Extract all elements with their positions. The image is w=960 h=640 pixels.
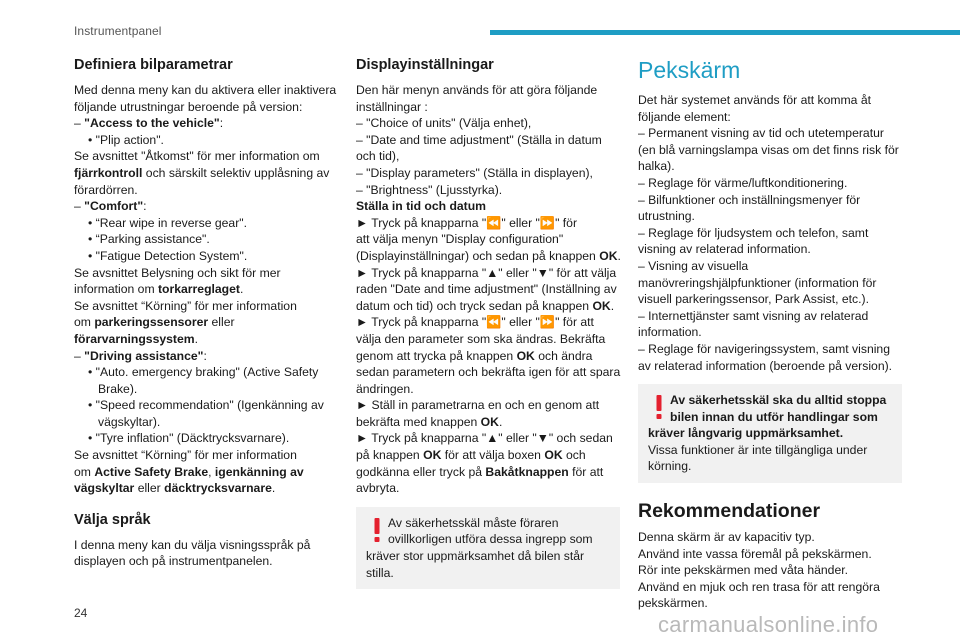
fast-forward-icon: ⏩ <box>539 315 556 330</box>
text-span: information om <box>74 282 158 297</box>
text-span: " för <box>555 215 577 230</box>
step-line <box>356 314 620 331</box>
text-line <box>356 414 620 431</box>
text-span: . <box>239 282 244 297</box>
list-item-comfort <box>74 198 336 215</box>
text-line: displayen och på instrumentpanelen. <box>74 554 273 569</box>
warning-exclamation-icon <box>653 394 665 420</box>
subheading-set-time-date <box>356 198 620 215</box>
list-dash: – <box>74 116 85 131</box>
text-span: och <box>562 448 586 463</box>
list-item-cont: (en blå varningslampa visas om det finns risk för <box>638 142 899 157</box>
bullet-item: • “Rear wipe in reverse gear". <box>88 215 247 230</box>
fast-forward-icon: ⏩ <box>539 215 556 230</box>
text-line: inställningar : <box>356 99 428 114</box>
menu-label: "Driving assistance" <box>84 348 204 363</box>
list-item: – Visning av visuella <box>638 258 749 273</box>
step-line <box>356 265 620 282</box>
text-line <box>356 248 620 265</box>
step-line <box>356 430 620 447</box>
text-span: bekräfta med knappen <box>356 414 481 429</box>
text-line: I denna meny kan du välja visningsspråk på <box>74 537 311 552</box>
text-span: " eller " <box>501 215 540 230</box>
list-item: – Bilfunktioner och inställningsmenyer för <box>638 192 861 207</box>
bullet-item: • "Tyre inflation" (Däcktrycksvarnare). <box>88 431 290 446</box>
warning-text-line: ovillkorligen utföra dessa ingrepp som <box>388 532 593 547</box>
bullet-item: • "Auto. emergency braking" (Active Safety <box>88 365 319 380</box>
safety-warning-box <box>638 384 902 483</box>
bullet-item: • "Speed recommendation" (Igenkänning av <box>88 398 324 413</box>
warning-text-line: Av säkerhetsskäl måste föraren <box>388 515 559 530</box>
text-line <box>74 331 336 348</box>
text-span: " eller " <box>498 265 537 280</box>
list-item-cont: halka). <box>638 159 675 174</box>
list-item: – "Choice of units" (Välja enhet), <box>356 116 532 131</box>
text-line: Den här menyn används för att göra följande <box>356 83 598 97</box>
text-span: . <box>194 331 198 346</box>
warning-bold: kräver långvarig uppmärksamhet. <box>648 426 844 441</box>
text-line: följande utrustningar beroende på version: <box>74 99 303 114</box>
text-line: Se avsnittet "Åtkomst" för mer information om <box>74 149 320 164</box>
list-item-driving <box>74 348 336 365</box>
text-span: (Displayinställningar) och sedan på knappen <box>356 248 600 263</box>
arrow-bullet-icon: ► <box>356 398 372 413</box>
text-line: Se avsnittet Belysning och sikt för mer <box>74 265 281 280</box>
list-item: – Reglage för värme/luftkonditionering. <box>638 175 848 190</box>
bullet-item: • “Parking assistance". <box>88 232 210 247</box>
bold-term: OK <box>544 448 563 463</box>
text-span: genom att trycka på knappen <box>356 348 517 363</box>
warning-text-line: Vissa funktioner är inte tillgängliga under <box>648 442 868 457</box>
running-header: Instrumentpanel <box>74 24 162 38</box>
list-item: – Reglage för ljudsystem och telefon, samt <box>638 225 869 240</box>
text-line <box>74 281 336 298</box>
rewind-icon: ⏪ <box>486 215 502 230</box>
list-item: – "Brightness" (Ljusstyrka). <box>356 182 503 197</box>
text-span: " och sedan <box>548 431 613 446</box>
text-span: . <box>498 414 503 429</box>
header-accent-bar <box>490 30 960 35</box>
column-touchscreen <box>638 56 902 612</box>
text-line: följande element: <box>638 109 731 124</box>
list-item-cont: manövreringshjälpfunktioner (information för <box>638 275 877 290</box>
text-span: . <box>271 481 276 496</box>
up-arrow-icon: ▲ <box>486 431 499 446</box>
text-span: Tryck på knapparna " <box>371 265 487 280</box>
bold-term: OK <box>423 448 442 463</box>
text-line: förardörren. <box>74 182 138 197</box>
list-item-cont: och tid), <box>356 149 400 164</box>
text-line: ändringen. <box>356 381 414 396</box>
list-item-cont: visuell parkeringssensor, Park Assist, etc.). <box>638 292 869 307</box>
warning-text-line <box>648 425 892 442</box>
text-line <box>356 464 620 481</box>
list-item: – "Date and time adjustment" (Ställa in datum <box>356 132 602 147</box>
arrow-bullet-icon: ► <box>356 315 372 330</box>
list-dash: – <box>74 348 85 363</box>
text-line: raden "Date and time adjustment" (Inställning av <box>356 282 617 297</box>
text-line: avbryta. <box>356 481 400 496</box>
text-span: " eller " <box>501 315 540 330</box>
text-line: Denna skärm är av kapacitiv typ. <box>638 530 815 545</box>
text-line: Rör inte pekskärmen med våta händer. <box>638 563 849 578</box>
text-span: Tryck på knapparna " <box>371 315 487 330</box>
list-item-cont: av relaterad information (beroende på version). <box>638 358 893 373</box>
text-line: Det här systemet används för att komma åt <box>638 93 872 107</box>
text-span: eller <box>208 315 235 330</box>
list-item-access <box>74 115 336 132</box>
warning-text-line: körning. <box>648 459 692 474</box>
text-line <box>356 348 620 365</box>
list-item-cont: visning av relaterad information. <box>638 242 811 257</box>
heading-select-language: Välja språk <box>74 511 151 528</box>
warning-bold: bilen innan du utför handlingar som <box>670 409 878 424</box>
list-item: – Reglage för navigeringssystem, samt visning <box>638 341 890 356</box>
text-span: Ställ in parametrarna en och en genom att <box>371 398 600 413</box>
list-colon: : <box>143 199 147 214</box>
text-span: för att välja boxen <box>441 448 545 463</box>
list-item: – Internettjänster samt visning av relaterad <box>638 308 869 323</box>
text-line: Med denna meny kan du aktivera eller inaktivera <box>74 83 337 97</box>
bullet-item-cont: vägskyltar). <box>98 414 161 429</box>
warning-text-line: stilla. <box>366 565 394 580</box>
warning-text-line <box>648 409 892 426</box>
list-colon: : <box>219 116 224 131</box>
bold-term: OK <box>480 414 499 429</box>
text-span: för att <box>568 464 604 479</box>
list-item-cont: utrustning. <box>638 209 695 224</box>
text-span: " för att <box>555 315 594 330</box>
heading-recommendations: Rekommendationer <box>638 500 821 523</box>
arrow-bullet-icon: ► <box>356 431 372 446</box>
step-line <box>356 215 620 232</box>
text-span: godkänna eller tryck på <box>356 464 486 479</box>
arrow-bullet-icon: ► <box>356 265 372 280</box>
bold-term: OK <box>599 248 618 263</box>
down-arrow-icon: ▼ <box>536 431 549 446</box>
heading-vehicle-parameters: Definiera bilparametrar <box>74 57 233 73</box>
list-colon: : <box>203 348 207 363</box>
bold-term: Active Safety Brake <box>94 464 209 479</box>
text-line: sedan parametern och bekräfta igen för att spara <box>356 365 621 380</box>
bullet-item: • "Fatigue Detection System". <box>88 248 248 263</box>
section-title-touchscreen: Pekskärm <box>638 57 741 83</box>
warning-bold: Av säkerhetsskäl ska du alltid stoppa <box>670 393 887 408</box>
bold-term: OK <box>592 298 611 313</box>
bold-term: fjärrkontroll <box>74 165 143 180</box>
text-span: . <box>610 298 615 313</box>
list-item: – "Display parameters" (Ställa in displayen), <box>356 165 593 180</box>
text-line <box>74 314 336 331</box>
step-line <box>356 397 620 414</box>
safety-warning-box <box>356 507 620 589</box>
page-number: 24 <box>74 606 88 620</box>
bold-term: förarvarningssystem <box>74 331 195 346</box>
column-vehicle-parameters <box>74 56 336 570</box>
text-span: " eller " <box>498 431 537 446</box>
text-line: att välja menyn "Display configuration" <box>356 232 564 247</box>
bold-term: OK <box>516 348 535 363</box>
text-span: Tryck på knapparna " <box>371 215 487 230</box>
warning-text-line: kräver stor uppmärksamhet då bilen står <box>366 549 585 564</box>
text-span: och ändra <box>534 348 593 363</box>
bold-term: Bakåtknappen <box>485 464 569 479</box>
text-span: och särskilt selektiv upplåsning av <box>142 165 330 180</box>
text-span: om <box>74 464 95 479</box>
text-line: pekskärmen. <box>638 596 708 611</box>
text-span: , <box>208 464 215 479</box>
list-item-cont: information. <box>638 325 702 340</box>
subheading-text: Ställa in tid och datum <box>356 199 487 214</box>
up-arrow-icon: ▲ <box>486 265 499 280</box>
text-line <box>356 298 620 315</box>
text-line <box>74 464 336 481</box>
text-line <box>74 165 336 182</box>
down-arrow-icon: ▼ <box>536 265 549 280</box>
text-line: Använd en mjuk och ren trasa för att rengöra <box>638 579 880 594</box>
list-dash: – <box>74 199 85 214</box>
text-span: eller <box>134 481 165 496</box>
text-line <box>74 480 336 497</box>
text-line: välja den parameter som ska ändras. Bekräfta <box>356 331 606 346</box>
text-span: datum och tid) och tryck sedan på knappen <box>356 298 593 313</box>
bullet-item-cont: Brake). <box>98 381 138 396</box>
column-display-settings <box>356 56 620 589</box>
text-line: Använd inte vassa föremål på pekskärmen. <box>638 546 872 561</box>
watermark-text: carmanualsonline.info <box>658 612 879 637</box>
text-span: Tryck på knapparna " <box>371 431 487 446</box>
text-line <box>356 447 620 464</box>
bold-term: vägskyltar <box>74 481 135 496</box>
text-span: om <box>74 315 95 330</box>
rewind-icon: ⏪ <box>486 315 502 330</box>
arrow-bullet-icon: ► <box>356 215 372 230</box>
text-span: på knappen <box>356 448 424 463</box>
text-line: Se avsnittet “Körning” för mer information <box>74 448 297 463</box>
bullet-item: • "Plip action". <box>88 132 164 147</box>
warning-text-line <box>648 392 892 409</box>
text-span: . <box>617 248 621 263</box>
bold-term: igenkänning av <box>214 464 304 479</box>
menu-label: "Comfort" <box>84 199 144 214</box>
menu-label: "Access to the vehicle" <box>84 116 220 131</box>
bold-term: däcktrycksvarnare <box>164 481 272 496</box>
heading-display-settings: Displayinställningar <box>356 57 494 73</box>
bold-term: torkarreglaget <box>158 282 240 297</box>
text-line: Se avsnittet “Körning” för mer information <box>74 298 297 313</box>
text-span: " för att välja <box>548 265 617 280</box>
warning-exclamation-icon <box>371 517 383 543</box>
bold-term: parkeringssensorer <box>94 315 209 330</box>
list-item: – Permanent visning av tid och utetemperatur <box>638 126 884 141</box>
